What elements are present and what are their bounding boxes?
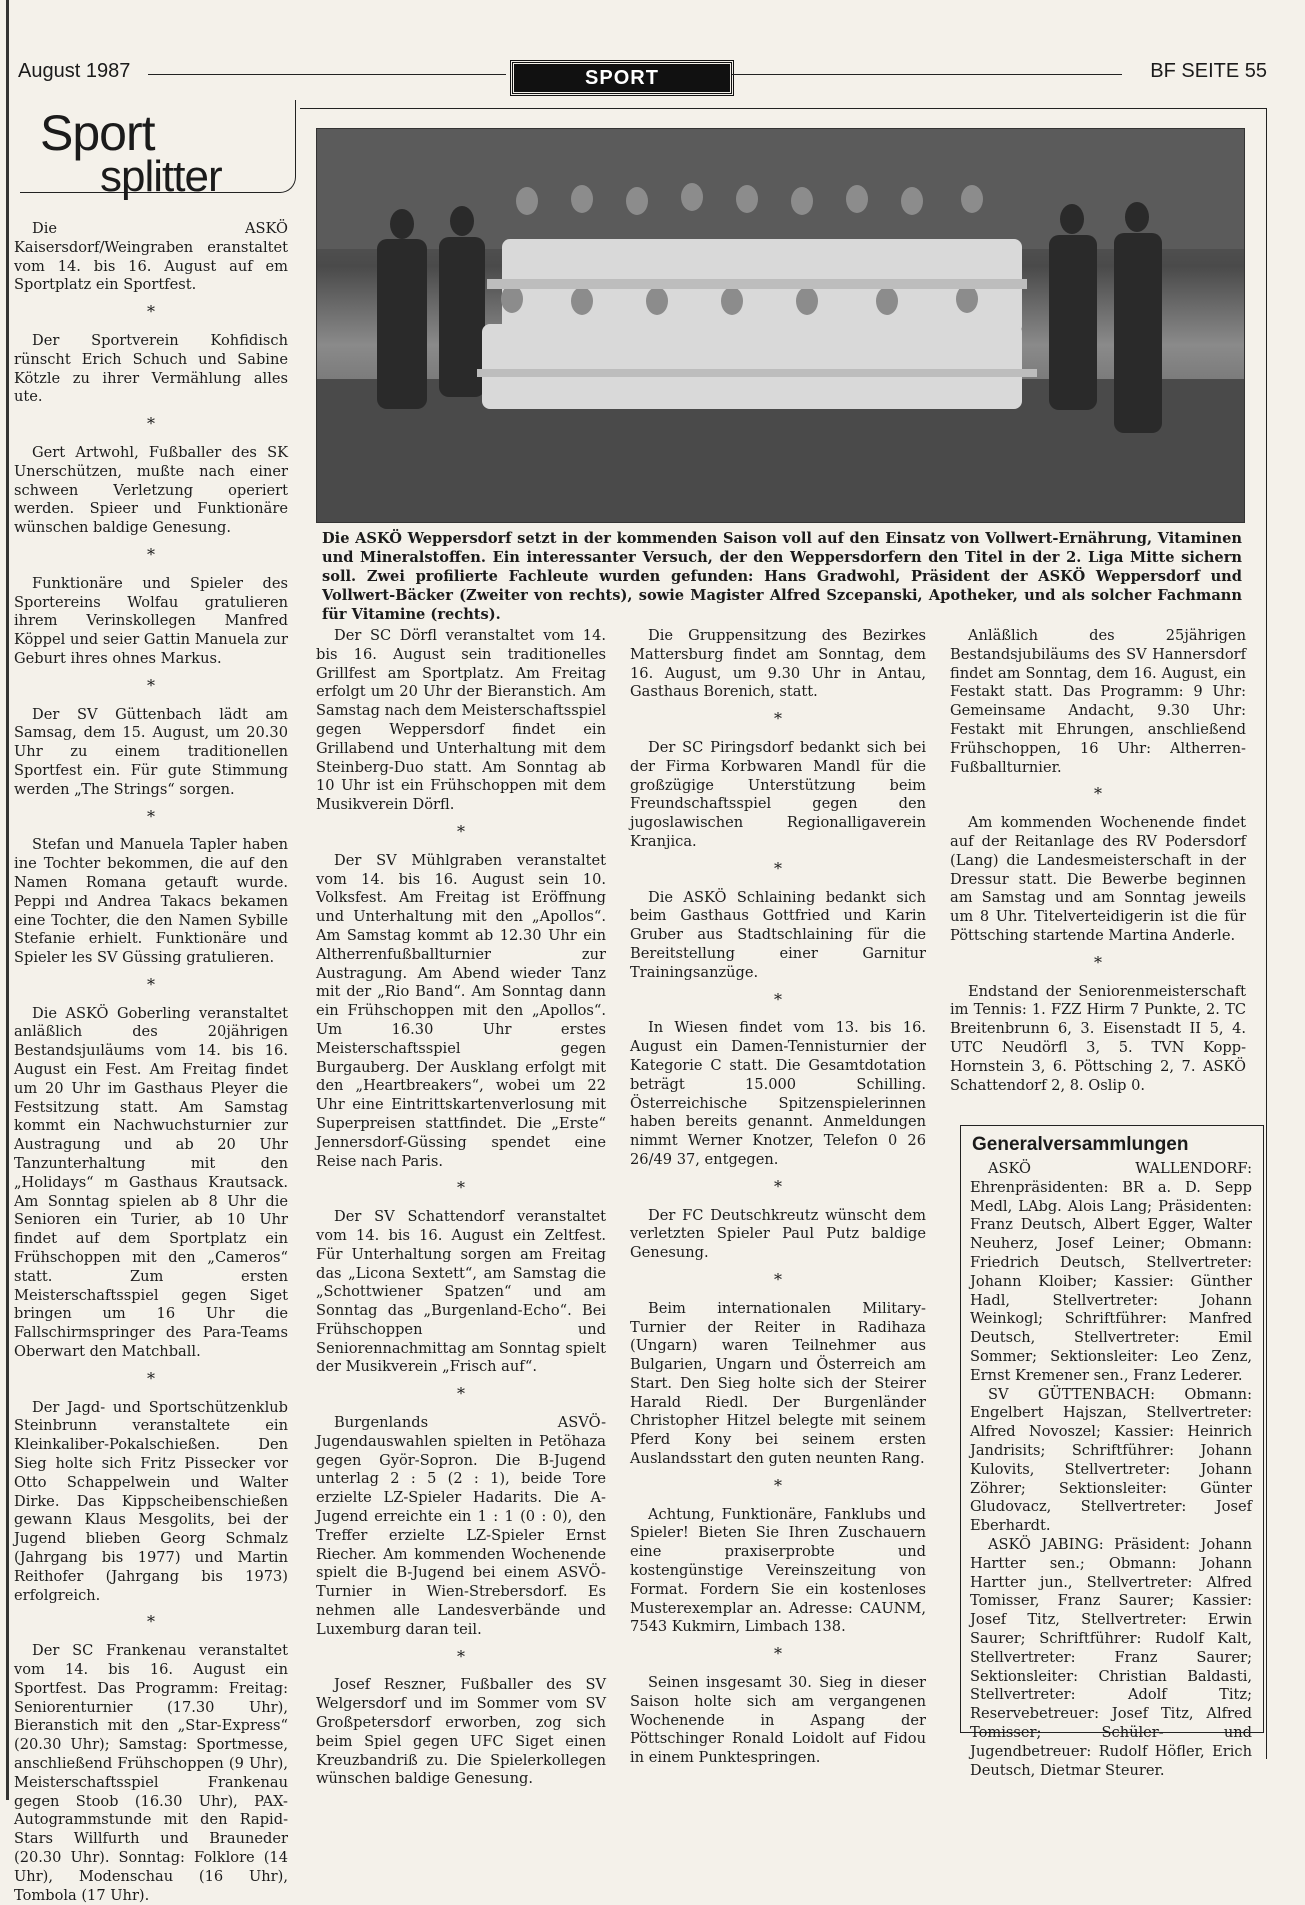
column-2 <box>316 627 606 1788</box>
article: Die ASKÖ Goberling veranstaltet anläßlich des 20jährigen Bestandsjuıläums vom 14. bis 16. August ein Fest. Am Freitag findet um 20 Uhr im Gasthaus Pleyer die Festsitzung statt. Am Samstag kommt ein Nachwuchsturnier zur Austragung und ab 20 Uhr Tanzunterhaltung mit den „Holidays“ m Gasthaus Krautsack. Am Sonntag spielen ab 8 Uhr die Senioren ein Turier, ab 10 Uhr findet auf dem Sportplatz ein Frühschoppen mit den „Cameros“ statt. Zum ersten Meisterschaftsspiel gegen Siget bringen um 16 Uhr die Fallschirmspringer des Para-Teams Oberwart den Matchball. <box>14 1004 288 1361</box>
article: Endstand der Seniorenmeisterschaft im Tennis: 1. FZZ Hirm 7 Punkte, 2. TC Breitenbrunn 6, 3. Eisenstadt II 5, 4. UTC Neudörfl 3, 5. TVN Kopp-Hornstein 3, 6. Pöttsching 2, 7. ASKÖ Schattendorf 2, 8. Oslip 0. <box>950 982 1246 1094</box>
article: Beim internationalen Military-Turnier der Reiter in Radihaza (Ungarn) waren Teilnehmer aus Bulgarien, Ungarn und Österreich am Start. Den Sieg holte sich der Steirer Harald Riedl. Der Burgenländer Christopher Hitzel belegte mit seinem Pferd Kony bei seinem ersten Auslandsstart den guten neunten Rang. <box>630 1299 926 1468</box>
article: Der Sportverein Kohfidisch rünscht Erich Schuch und Sabine Kötzle zu ihrer Vermählung alles ute. <box>14 331 288 406</box>
separator-star: * <box>774 858 782 878</box>
article: Der SC Frankenau veranstaltet vom 14. bis 16. August ein Sportfest. Das Programm: Freitag: Seniorenturnier (17.30 Uhr), Bieranstich mit den „Star-Express“ (20.30 Uhr); Samstag: Sportmesse, anschließend Frühschoppen (9 Uhr), Meisterschaftsspiel Frankenau gegen Stoob (16.30 Uhr), PAX-Autogrammstunde mit den Rapid-Stars Willfurth und Brauneder (20.30 Uhr). Sonntag: Folklore (14 Uhr), Modenschau (16 Uhr), Tombola (17 Uhr). <box>14 1642 288 1904</box>
separator-star: * <box>147 806 155 826</box>
separator-star: * <box>147 675 155 695</box>
separator-star: * <box>147 1612 155 1632</box>
article: Gert Artwohl, Fußballer des SK Unerschützen, mußte nach einer schween Verletzung operiert werden. Spieer und Funktionäre wünschen baldige Genesung. <box>14 443 288 537</box>
separator-star: * <box>1094 952 1102 972</box>
meeting-entry: ASKÖ WALLENDORF: Ehrenpräsidenten: BR a. D. Sepp Medl, LAbg. Alois Lang; Präsidenten: Franz Deutsch, Albert Egger, Walter Neuherz, Josef Leiner; Obmann: Friedrich Deutsch, Stellvertreter: Johann Kloiber; Kassier: Günther Hadl, Stellvertreter: Johann Weinkogl; Schriftführer: Manfred Deutsch, Stellvertreter: Emil Sommer; Sektionsleiter: Leo Zenz, Ernst Kremener sen., Franz Lederer. <box>970 1160 1252 1384</box>
separator-star: * <box>774 709 782 729</box>
section-label: SPORT <box>511 61 733 95</box>
issue-date: August 1987 <box>18 60 131 82</box>
article: Der SV Güttenbach lädt am Samsag, dem 15. August, um 20.30 Uhr zu einem traditionellen Sportfest ein. Für gute Stimmung werden „The Strings“ sorgen. <box>14 705 288 798</box>
page-number: BF SEITE 55 <box>1150 60 1267 82</box>
feature-title-line2: splitter <box>100 152 222 201</box>
separator-star: * <box>457 821 465 841</box>
separator-star: * <box>147 544 155 564</box>
article: Der SV Mühlgraben veranstaltet vom 14. bis 16. August sein 10. Volksfest. Am Freitag ist Eröffnung und Unterhaltung mit den „Apollos“. Am Samstag kommt ab 12.30 Uhr ein Altherrenfußballturnier zur Austragung. Am Abend wieder Tanz mit der „Rio Band“. Am Sonntag dann ein Frühschoppen mit den „Apollos“. Um 16.30 Uhr erstes Meisterschaftsspiel gegen Burgauberg. Der Ausklang erfolgt mit den „Heartbreakers“, wobei um 22 Uhr eine Eintrittskartenverlosung mit Superpreisen stattfindet. Die „Erste“ Jennersdorf-Güssing spendet eine Reise nach Paris. <box>316 851 606 1170</box>
separator-star: * <box>147 974 155 994</box>
article: Funktionäre und Spieler des Sportereins Wolfau gratulieren ihrem Verinskollegen Manfred Köppel und seier Gattin Manuela zur Geburt ihres ohnes Markus. <box>14 574 288 667</box>
separator-star: * <box>774 989 782 1009</box>
article: Die Gruppensitzung des Bezirkes Mattersburg findet am Sonntag, dem 16. August, um 9.30 Uhr in Antau, Gasthaus Borenich, statt. <box>630 627 926 701</box>
separator-star: * <box>457 1384 465 1404</box>
feature-title-line1: Sport <box>40 105 155 161</box>
separator-star: * <box>457 1646 465 1666</box>
meeting-entry: SV GÜTTENBACH: Obmann: Engelbert Hajszan, Stellvertreter: Alfred Novoszel; Kassier: Heinrich Jandrisits; Schriftführer: Johann Kulovits, Stellvertreter: Johann Zöhrer; Sektionsleiter: Günter Gludovacz, Stellvertreter: Josef Eberhardt. <box>970 1385 1252 1535</box>
page-edge <box>6 0 9 1800</box>
article: Der SC Piringsdorf bedankt sich bei der Firma Korbwaren Mandl für die großzügige Unterstützung beim Freundschaftsspiel gegen den jugoslawischen Regionalligaverein Kranjica. <box>630 738 926 850</box>
separator-star: * <box>147 1368 155 1388</box>
article: Der SV Schattendorf veranstaltet vom 14. bis 16. August ein Zeltfest. Für Unterhaltung sorgen am Freitag das „Licona Sextett“, am Samstag die „Schottwiener Spatzen“ und am Sonntag das „Burgenland-Echo“. Bei Frühschoppen und Seniorennachmittag am Sonntag spielt der Musikverein „Frisch auf“. <box>316 1208 606 1376</box>
article: Stefan und Manuela Tapler haben ine Tochter bekommen, die auf den Namen Romana getauft wurde. Peppi ınd Andrea Takacs bekamen eine Tochter, die den Namen Sybille Stefanie erhielt. Funktionäre und Spieler les SV Güssing gratulieren. <box>14 836 288 967</box>
team-photo <box>316 128 1245 523</box>
photo-caption: Die ASKÖ Weppersdorf setzt in der kommenden Saison voll auf den Einsatz von Vollwert-Ernährung, Vitaminen und Mineralstoffen. Ein interessanter Versuch, der den Weppersdorfern den Titel in der 2. Liga Mitte sichern soll. Zwei profilierte Fachleute wurden gefunden: Hans Gradwohl, Präsident der ASKÖ Weppersdorf und Vollwert-Bäcker (Zweiter von rechts), sowie Magister Alfred Szcepanski, Apotheker, und als solcher Fachmann für Vitamine (rechts). <box>322 530 1242 623</box>
separator-star: * <box>1094 784 1102 804</box>
article: Josef Reszner, Fußballer des SV Welgersdorf und im Sommer vom SV Großpetersdorf erworben, zog sich beim Spiel gegen UFC Siget einen Kreuzbandriß zu. Die Spielerkollegen wünschen baldige Genesung. <box>316 1676 606 1788</box>
article: Die ASKÖ Kaisersdorf/Weingraben eranstaltet vom 14. bis 16. August auf em Sportplatz ein Sportfest. <box>14 220 288 294</box>
column-4 <box>950 627 1246 1117</box>
column-1 <box>14 220 288 1904</box>
separator-star: * <box>774 1475 782 1495</box>
meeting-entry: ASKÖ JABING: Präsident: Johann Hartter sen.; Obmann: Johann Hartter jun., Stellvertreter: Alfred Tomisser, Franz Saurer; Kassier: Josef Titz, Stellvertreter: Erwin Saurer; Schriftführer: Rudolf Kalt, Stellvertreter: Franz Saurer; Sektionsleiter: Christian Baldasti, Stellvertreter: Adolf Titz; Reservebetreuer: Josef Titz, Alfred Tomisser; Schüler- und Jugendbetreuer: Rudolf Höfler, Erich Deutsch, Dietmar Steurer. <box>970 1535 1252 1779</box>
general-meetings-text <box>970 1160 1252 1780</box>
separator-star: * <box>774 1176 782 1196</box>
article: Seinen insgesamt 30. Sieg in dieser Saison holte sich am vergangenen Wochenende in Aspang der Pöttschinger Ronald Loidolt auf Fidou in einem Punktespringen. <box>630 1674 926 1767</box>
separator-star: * <box>147 414 155 434</box>
header-rule-right <box>732 74 1122 75</box>
general-meetings-title: Generalversammlungen <box>972 1134 1189 1155</box>
team-photo-illustration <box>317 129 1244 522</box>
article: Burgenlands ASVÖ-Jugendauswahlen spielten in Petöhaza gegen Györ-Sopron. Die B-Jugend unterlag 2 : 5 (2 : 1), beide Tore erzielte LZ-Spieler Hadarits. Die A-Jugend erreichte ein 1 : 1 (0 : 0), den Treffer erzielte LZ-Spieler Ernst Riecher. Am kommenden Wochenende spielt die B-Jugend bei einem ASVÖ-Turnier in Wien-Strebersdorf. Es nehmen alle Landesverbände und Luxemburg daran teil. <box>316 1414 606 1638</box>
column-3 <box>630 627 926 1767</box>
article: In Wiesen findet vom 13. bis 16. August ein Damen-Tennisturnier der Kategorie C statt. Die Gesamtdotation beträgt 15.000 Schilling. Österreichische Spitzenspielerinnen haben bereits genannt. Anmeldungen nimmt Werner Knotzer, Telefon 0 26 26/49 37, entgegen. <box>630 1019 926 1168</box>
article: Die ASKÖ Schlaining bedankt sich beim Gasthaus Gottfried und Karin Gruber aus Stadtschlaining für die Bereitstellung einer Garnitur Trainingsanzüge. <box>630 888 926 981</box>
separator-star: * <box>774 1269 782 1289</box>
separator-star: * <box>774 1644 782 1664</box>
article: Achtung, Funktionäre, Fanklubs und Spieler! Bieten Sie Ihren Zuschauern eine praxiserprobte und kostengünstige Vereinszeitung von Format. Fordern Sie ein kostenloses Musterexemplar an. Adresse: CAUNM, 7543 Kukmirn, Limbach 138. <box>630 1505 926 1636</box>
separator-star: * <box>457 1178 465 1198</box>
article: Der Jagd- und Sportschützenklub Steinbrunn veranstaltete ein Kleinkaliber-Pokalschießen. Den Sieg holte sich Fritz Pissecker vor Otto Schappelwein und Walter Dirke. Das Kippscheibenschießen gewann Klaus Mesgolits, bei der Jugend blieben Georg Schmalz (Jahrgang bis 1977) und Martin Reithofer (Jahrgang bis 1973) erfolgreich. <box>14 1398 288 1604</box>
article: Anläßlich des 25jährigen Bestandsjubiläums des SV Hannersdorf findet am Sonntag, dem 16. August, ein Festakt statt. Das Programm: 9 Uhr: Gemeinsame Andacht, 9.30 Uhr: Festakt mit Ehrungen, anschließend Frühschoppen, 16 Uhr: Altherren-Fußballturnier. <box>950 627 1246 776</box>
separator-star: * <box>147 302 155 322</box>
header-rule-left <box>148 74 506 75</box>
article: Am kommenden Wochenende findet auf der Reitanlage des RV Podersdorf (Lang) die Landesmeisterschaft in der Dressur statt. Die Bewerbe beginnen am Samstag und am Sonntag jeweils um 8 Uhr. Titelverteidigerin ist die für Pöttsching startende Martina Anderle. <box>950 814 1246 944</box>
article: Der FC Deutschkreutz wünscht dem verletzten Spieler Paul Putz baldige Genesung. <box>630 1206 926 1262</box>
article: Der SC Dörfl veranstaltet vom 14. bis 16. August sein traditionelles Grillfest am Sportplatz. Am Freitag erfolgt um 20 Uhr der Bieranstich. Am Samstag nach dem Meisterschaftsspiel gegen Weppersdorf findet ein Grillabend und Unterhaltung mit dem Steinberg-Duo statt. Am Sonntag ab 10 Uhr ist ein Frühschoppen mit dem Musikverein Dörfl. <box>316 627 606 814</box>
